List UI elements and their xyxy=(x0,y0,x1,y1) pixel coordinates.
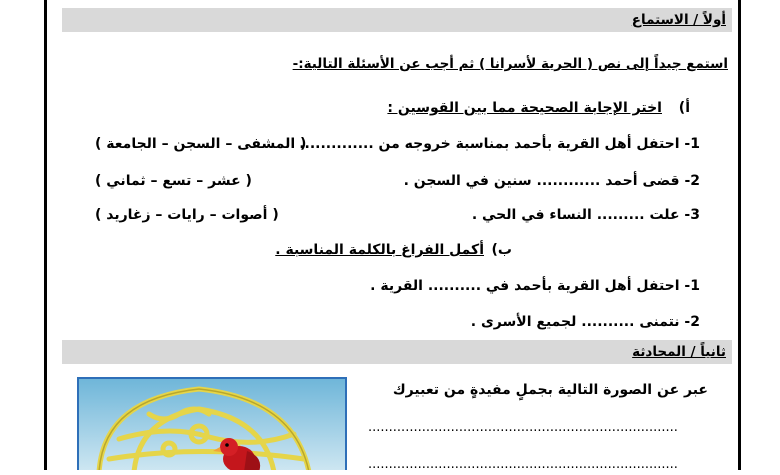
part-b-title: أكمل الفراغ بالكلمة المناسبة . xyxy=(275,242,484,258)
part-b-label: ب) xyxy=(491,242,512,258)
page-border-right xyxy=(738,0,741,470)
question-a2-text: 2- قضى أحمد ............ سنين في السجن . xyxy=(403,173,700,189)
listening-title: أولاً / الاستماع xyxy=(631,12,726,28)
page-border-left xyxy=(44,0,47,470)
question-a1-text: 1- احتفل أهل القرية بأحمد بمناسبة خروجه من .............. xyxy=(299,136,700,152)
question-a1-options: ( المشفى – السجن – الجامعة ) xyxy=(95,136,307,152)
part-a-title: اختر الإجابة الصحيحة مما بين القوسين : xyxy=(387,100,662,116)
part-a-label: أ) xyxy=(678,100,690,116)
listening-section-header xyxy=(62,8,732,32)
bird-cage-illustration xyxy=(79,379,345,470)
question-a3-text: 3- علت ......... النساء في الحي . xyxy=(471,207,700,223)
answer-line-2: ........................................................................... xyxy=(368,457,678,472)
picture-prompt: عبر عن الصورة التالية بجملٍ مفيدةٍ من تعبيرك xyxy=(392,382,708,398)
bird-cage-image xyxy=(77,377,347,470)
question-a3-options: ( أصوات – رايات – زغاريد ) xyxy=(95,207,279,223)
question-b2-text: 2- نتمنى .......... لجميع الأسرى . xyxy=(470,314,700,330)
listening-instruction: استمع جيداً إلى نص ( الحرية لأسرانا ) ثم أجب عن الأسئلة التالية:- xyxy=(292,56,728,72)
conversation-title: ثانياً / المحادثة xyxy=(632,344,726,360)
question-a2-options: ( عشر – تسع – ثماني ) xyxy=(95,173,252,189)
answer-line-1: ........................................................................... xyxy=(368,420,678,435)
conversation-section-header xyxy=(62,340,732,364)
question-b1-text: 1- احتفل أهل القرية بأحمد في .......... القرية . xyxy=(370,278,700,294)
